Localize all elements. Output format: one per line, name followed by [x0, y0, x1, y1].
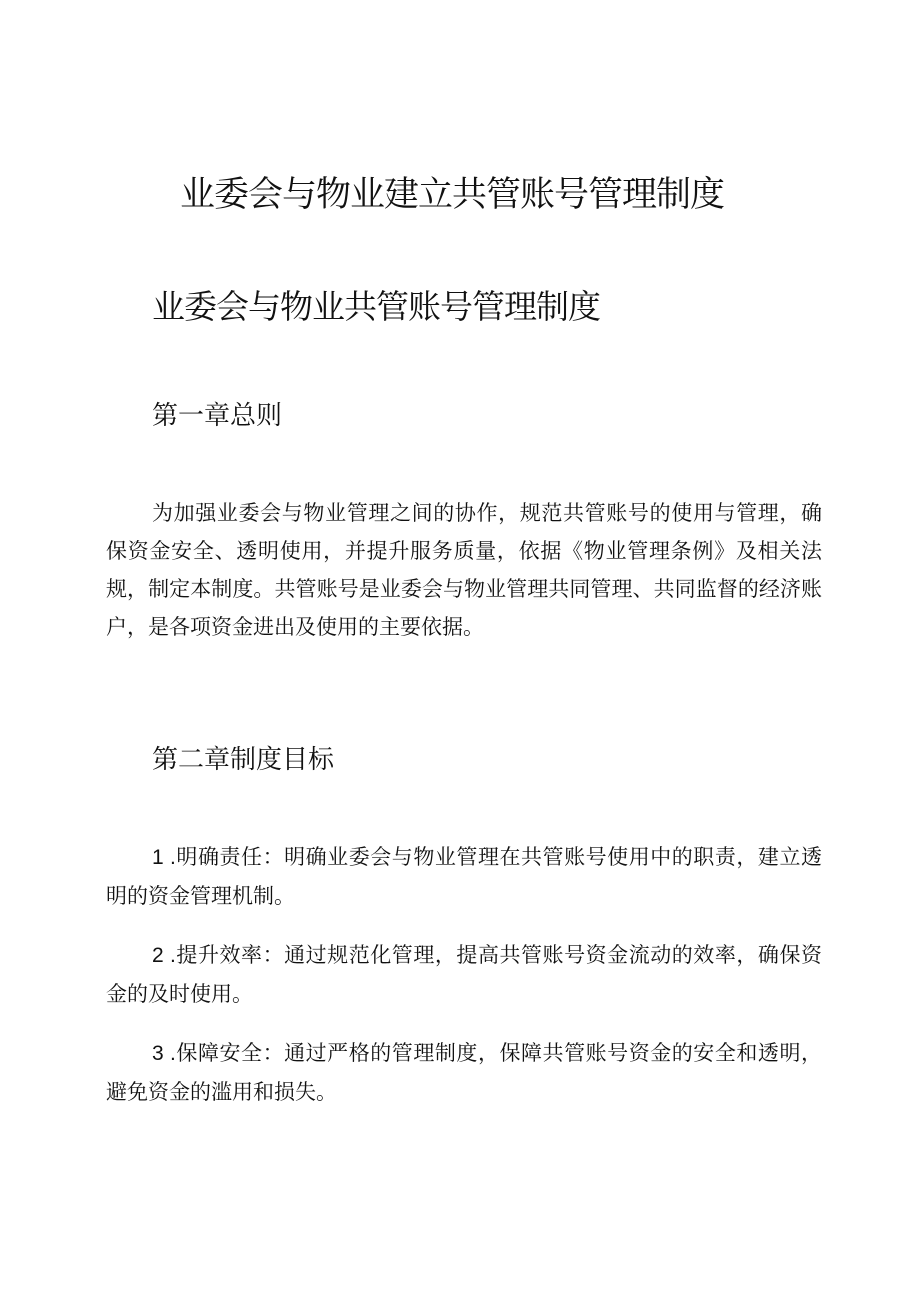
goal-item-text: 保障安全：通过严格的管理制度，保障共管账号资金的安全和透明，避免资金的滥用和损失。	[106, 1041, 822, 1104]
goal-item-2	[106, 936, 822, 1013]
chapter-1-heading: 第一章总则	[152, 401, 283, 431]
chapter-2-heading: 第二章制度目标	[152, 745, 335, 775]
goal-item-number: 2 .	[152, 944, 176, 967]
document-title: 业委会与物业建立共管账号管理制度	[180, 175, 725, 215]
goal-item-text: 明确责任：明确业委会与物业管理在共管账号使用中的职责，建立透明的资金管理机制。	[106, 845, 822, 908]
chapter-1-paragraph: 为加强业委会与物业管理之间的协作，规范共管账号的使用与管理，确保资金安全、透明使用，并提升服务质量，依据《物业管理条例》及相关法规，制定本制度。共管账号是业委会与物业管理共同管理、共同监督的经济账户，是各项资金进出及使用的主要依据。	[106, 501, 822, 639]
goal-item-text: 提升效率：通过规范化管理，提高共管账号资金流动的效率，确保资金的及时使用。	[106, 943, 822, 1006]
goal-item-1	[106, 838, 822, 915]
goal-item-number: 1 .	[152, 846, 176, 869]
goal-item-3	[106, 1034, 822, 1111]
goal-item-number: 3 .	[152, 1042, 176, 1065]
document-subtitle: 业委会与物业共管账号管理制度	[152, 287, 600, 326]
